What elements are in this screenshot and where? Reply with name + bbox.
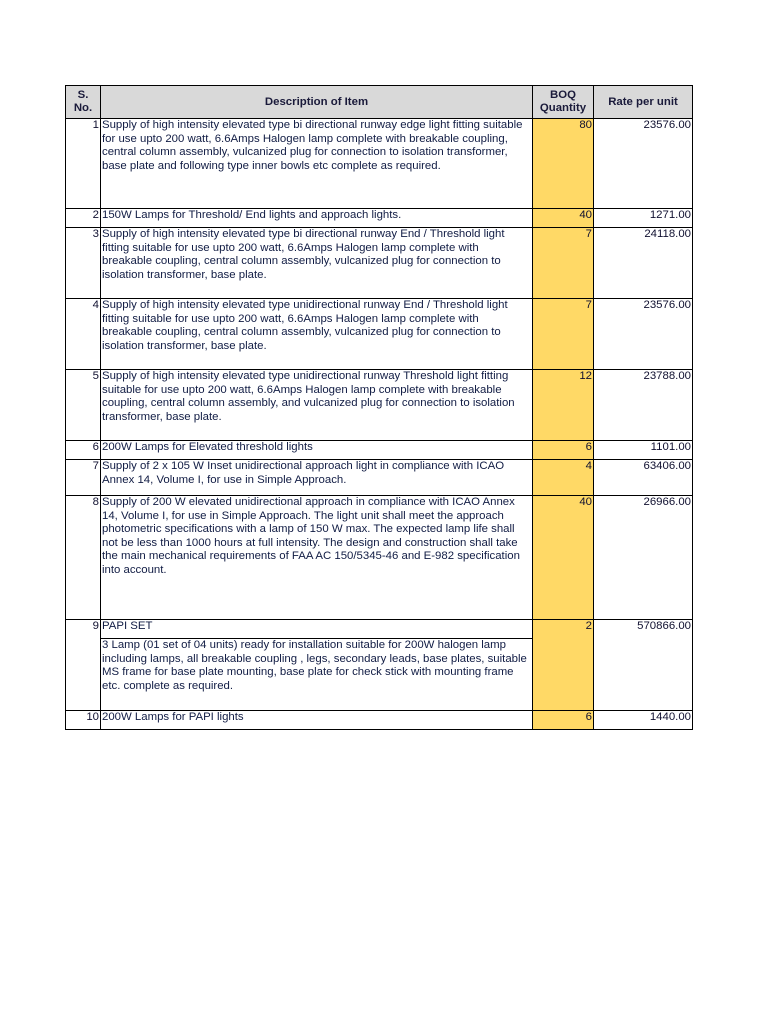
row-rate: 23788.00 (594, 370, 693, 441)
row-sno: 2 (66, 209, 101, 228)
row-description: Supply of high intensity elevated type unidirectional runway End / Threshold light fitting suitable for use upto 200 watt, 6.6Amps Halogen lamp complete with breakable coupling, central column assembly, vulcanized plug for connection to isolation transformer, base plate. (101, 299, 533, 370)
table-row (66, 209, 693, 228)
table-row (66, 119, 693, 209)
row-description: Supply of high intensity elevated type bi directional runway edge light fitting suitable for use upto 200 watt, 6.6Amps Halogen lamp complete with breakable coupling, central column assembly, vulcanized plug for connection to isolation transformer, base plate and following type inner bowls etc complete as required. (101, 119, 533, 209)
row-rate: 1271.00 (594, 209, 693, 228)
row-qty: 80 (533, 119, 594, 209)
row-sno: 7 (66, 460, 101, 496)
row-qty: 4 (533, 460, 594, 496)
row-sno: 6 (66, 441, 101, 460)
table-row (66, 299, 693, 370)
row-description: Supply of 2 x 105 W Inset unidirectional approach light in compliance with ICAO Annex 14, Volume I, for use in Simple Approach. (101, 460, 533, 496)
row-qty: 6 (533, 711, 594, 730)
row-qty: 12 (533, 370, 594, 441)
row-description-detail: 3 Lamp (01 set of 04 units) ready for installation suitable for 200W halogen lamp including lamps, all breakable coupling , legs, secondary leads, base plates, suitable MS frame for base plate mounting, base plate for check stick with mounting frame etc. complete as required. (101, 639, 533, 711)
row-description: 200W Lamps for PAPI lights (101, 711, 533, 730)
row-qty: 40 (533, 496, 594, 620)
table-row (66, 441, 693, 460)
row-sno: 9 (66, 620, 101, 711)
row-description: PAPI SET (101, 620, 533, 639)
table-row (66, 370, 693, 441)
row-rate: 570866.00 (594, 620, 693, 711)
row-rate: 24118.00 (594, 228, 693, 299)
row-description: Supply of high intensity elevated type bi directional runway End / Threshold light fitting suitable for use upto 200 watt, 6.6Amps Halogen lamp complete with breakable coupling, central column assembly, vulcanized plug for connection to isolation transformer, base plate. (101, 228, 533, 299)
boq-table (65, 85, 693, 730)
row-sno: 1 (66, 119, 101, 209)
header-qty: BOQ Quantity (533, 86, 594, 119)
row-sno: 8 (66, 496, 101, 620)
row-rate: 1440.00 (594, 711, 693, 730)
row-qty: 6 (533, 441, 594, 460)
row-rate: 23576.00 (594, 299, 693, 370)
row-rate: 1101.00 (594, 441, 693, 460)
row-description: 200W Lamps for Elevated threshold lights (101, 441, 533, 460)
table-row (66, 711, 693, 730)
row-description: Supply of 200 W elevated unidirectional approach in compliance with ICAO Annex 14, Volume I, for use in Simple Approach. The light unit shall meet the approach photometric specifications with a lamp of 150 W max. The expected lamp life shall not be less than 1000 hours at full intensity. The design and construction shall take the main mechanical requirements of FAA AC 150/5345-46 and E-982 specification into account. (101, 496, 533, 620)
row-sno: 10 (66, 711, 101, 730)
header-sno: S. No. (66, 86, 101, 119)
row-qty: 7 (533, 228, 594, 299)
row-description: 150W Lamps for Threshold/ End lights and approach lights. (101, 209, 533, 228)
header-row (66, 86, 693, 119)
table-row (66, 620, 693, 639)
header-description: Description of Item (101, 86, 533, 119)
row-sno: 5 (66, 370, 101, 441)
row-qty: 40 (533, 209, 594, 228)
row-sno: 3 (66, 228, 101, 299)
header-rate: Rate per unit (594, 86, 693, 119)
row-rate: 63406.00 (594, 460, 693, 496)
row-rate: 23576.00 (594, 119, 693, 209)
row-rate: 26966.00 (594, 496, 693, 620)
table-row (66, 496, 693, 620)
row-description: Supply of high intensity elevated type unidirectional runway Threshold light fitting suitable for use upto 200 watt, 6.6Amps Halogen lamp complete with breakable coupling, central column assembly, and vulcanized plug for connection to isolation transformer, base plate. (101, 370, 533, 441)
table-row (66, 460, 693, 496)
table-row (66, 228, 693, 299)
row-sno: 4 (66, 299, 101, 370)
row-qty: 7 (533, 299, 594, 370)
row-qty: 2 (533, 620, 594, 711)
